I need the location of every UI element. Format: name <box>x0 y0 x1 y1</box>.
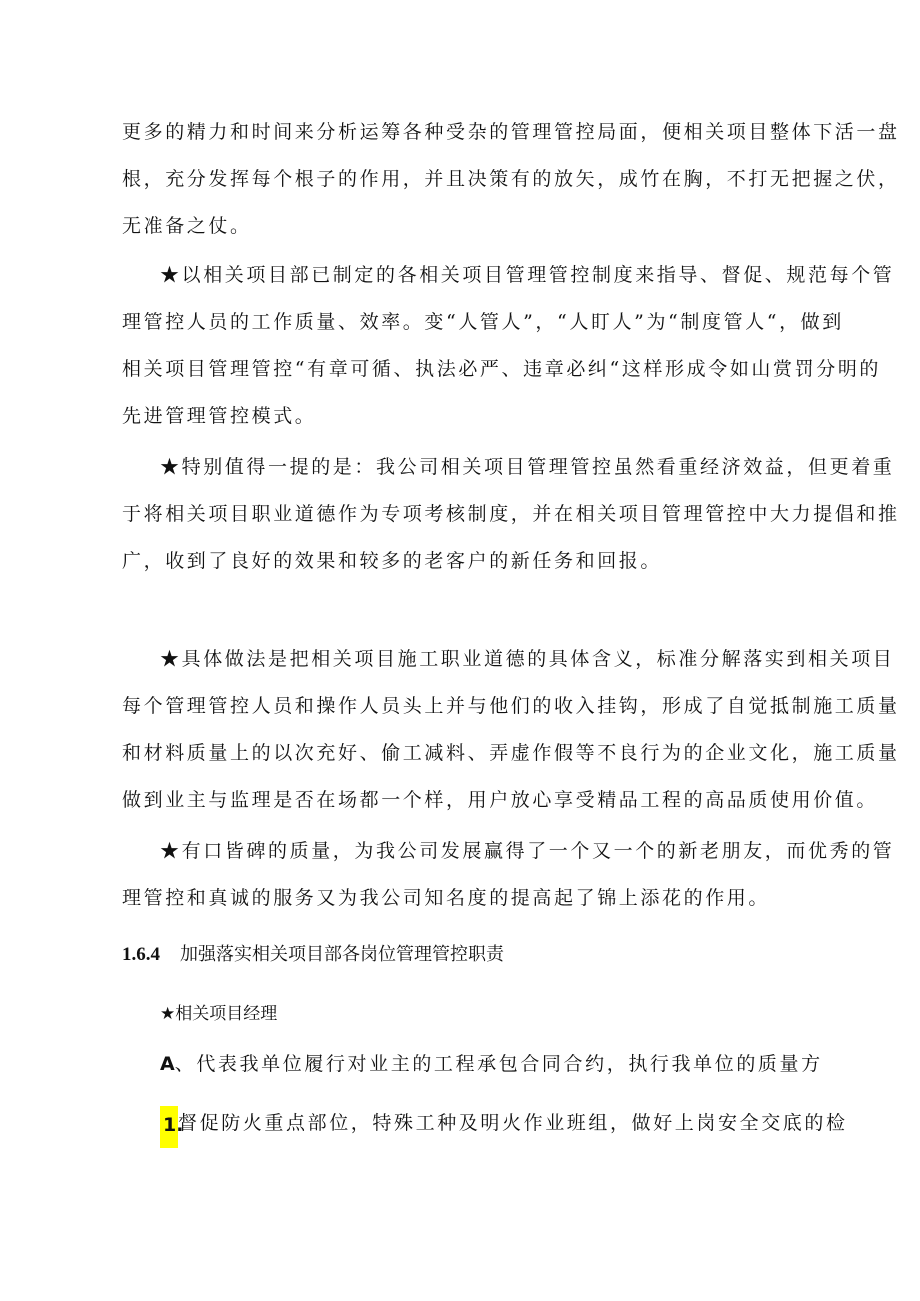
paragraph-line: 更多的精力和时间来分析运筹各种受杂的管理管控局面，便相关项目整体下活一盘 <box>122 121 900 143</box>
paragraph-line: 先进管理管控模式。 <box>122 405 317 427</box>
paragraph-line: 于将相关项目职业道德作为专项考核制度，并在相关项目管理管控中大力提倡和推 <box>122 503 900 525</box>
list-item-a-text: 、代表我单位履行对业主的工程承包合同合约，执行我单位的质量方 <box>174 1053 823 1075</box>
section-number: 1.6.4 <box>122 944 160 965</box>
paragraph-5 <box>122 828 895 922</box>
paragraph-line: 无准备之仗。 <box>122 215 252 237</box>
paragraph-1 <box>122 109 900 250</box>
list-item-1 <box>160 1106 848 1148</box>
role-heading: ★相关项目经理 <box>160 1004 278 1024</box>
paragraph-line: 广，收到了良好的效果和较多的老客户的新任务和回报。 <box>122 550 663 572</box>
paragraph-line: 做到业主与监理是否在场都一个样，用户放心享受精品工程的高品质使用价值。 <box>122 789 879 811</box>
section-heading <box>122 940 504 970</box>
paragraph-line: 理管控人员的工作质量、效率。变“人管人”，“人盯人”为“制度管人“，做到 <box>122 311 844 333</box>
paragraph-line: 每个管理管控人员和操作人员头上并与他们的收入挂钩，形成了自觉抵制施工质量 <box>122 695 900 717</box>
paragraph-2 <box>122 252 895 440</box>
paragraph-line: ★特别值得一提的是：我公司相关项目管理管控虽然看重经济效益，但更着重 <box>160 456 895 478</box>
paragraph-line: 根，充分发挥每个根子的作用，并且决策有的放矢，成竹在胸，不打无把握之伏， <box>122 168 900 190</box>
paragraph-3 <box>122 444 900 585</box>
paragraph-line: 和材料质量上的以次充好、偷工减料、弄虚作假等不良行为的企业文化，施工质量 <box>122 742 900 764</box>
list-item-1-text: 督促防火重点部位，特殊工种及明火作业班组，做好上岗安全交底的检 <box>178 1112 848 1134</box>
paragraph-line: ★有口皆碑的质量，为我公司发展赢得了一个又一个的新老朋友，而优秀的管 <box>160 840 895 862</box>
list-item-a <box>160 1047 823 1081</box>
paragraph-line: ★以相关项目部已制定的各相关项目管理管控制度来指导、督促、规范每个管 <box>160 264 895 286</box>
highlighted-list-marker: 1. <box>160 1106 178 1148</box>
list-marker-a: A <box>160 1053 175 1075</box>
paragraph-line: ★具体做法是把相关项目施工职业道德的具体含义，标准分解落实到相关项目 <box>160 648 895 670</box>
paragraph-line: 理管控和真诚的服务又为我公司知名度的提高起了锦上添花的作用。 <box>122 887 771 909</box>
paragraph-4 <box>122 636 900 824</box>
paragraph-line: 相关项目管理管控“有章可循、执法必严、违章必纠“这样形成令如山赏罚分明的 <box>122 358 882 380</box>
section-title: 加强落实相关项目部各岗位管理管控职责 <box>180 944 504 965</box>
